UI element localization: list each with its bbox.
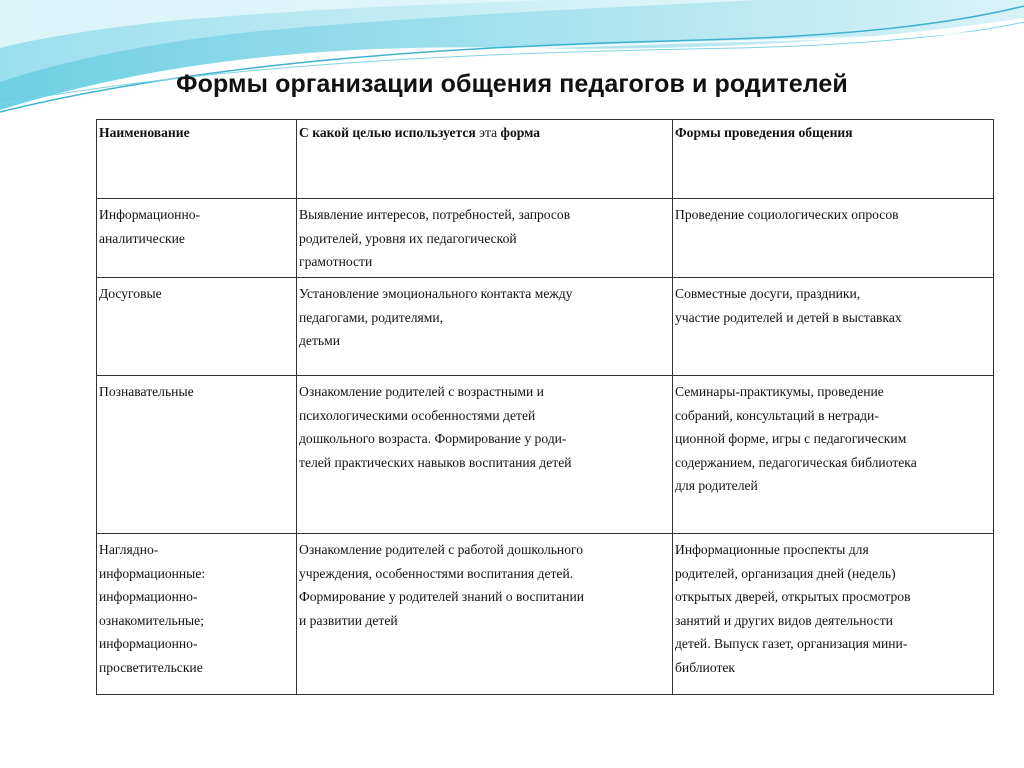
forms-table [96,119,994,695]
cell-purpose [297,278,673,376]
header-purpose-label-1: С какой целью используется [299,125,476,140]
cell-text: Информационные проспекты для [675,542,869,557]
slide-title: Формы организации общения педагогов и родителей [176,70,848,98]
cell-text: психологическими особенностями детей [299,407,536,423]
cell-text: информационно- [99,589,198,604]
cell-text: ознакомительные; [99,612,204,628]
cell-text: родителей, организация дней (недель) [675,565,896,581]
cell-text: педагогами, родителями, [299,309,444,325]
cell-text: Проведение социологических опросов [675,207,899,222]
cell-text: Семинары-практикумы, проведение [675,384,884,399]
cell-text: и развитии детей [299,612,398,628]
cell-text: библиотек [675,659,736,675]
cell-text: собраний, консультаций в нетради- [675,407,879,423]
cell-text: детьми [299,333,340,348]
cell-text: занятий и других видов деятельности [675,612,893,628]
cell-purpose [297,376,673,534]
cell-purpose [297,534,673,695]
cell-text: для родителей [675,478,758,493]
table-row [97,278,994,376]
header-name-label: Наименование [99,125,190,140]
table-row [97,199,994,278]
cell-text: участие родителей и детей в выставках [675,309,902,325]
cell-text: Информационно- [99,207,201,222]
cell-purpose [297,199,673,278]
cell-text: информационно- [99,636,198,651]
cell-text: Наглядно- [99,542,159,557]
header-forms [673,120,994,199]
decorative-wave-header [0,0,1024,120]
cell-text: детей. Выпуск газет, организация мини- [675,636,908,651]
cell-text: грамотности [299,254,373,269]
cell-name [97,534,297,695]
cell-text: Формирование у родителей знаний о воспитании [299,589,585,604]
cell-text: родителей, уровня их педагогической [299,230,517,246]
cell-text: телей практических навыков воспитания детей [299,454,572,470]
cell-text: Досуговые [99,286,162,301]
cell-forms [673,199,994,278]
cell-text: Познавательные [99,384,194,399]
cell-text: просветительские [99,659,203,675]
table-header-row [97,120,994,199]
cell-text: открытых дверей, открытых просмотров [675,589,911,604]
cell-forms [673,534,994,695]
cell-text: информационные: [99,565,206,581]
cell-text: Установление эмоционального контакта между [299,286,573,301]
header-purpose [297,120,673,199]
cell-forms [673,376,994,534]
cell-text: содержанием, педагогическая библиотека [675,454,917,470]
header-purpose-label-3: форма [500,125,541,140]
cell-text: Ознакомление родителей с возрастными и [299,384,544,399]
table-row [97,376,994,534]
header-forms-label: Формы проведения общения [675,125,853,140]
table-row [97,534,994,695]
cell-name [97,199,297,278]
cell-text: Ознакомление родителей с работой дошкольного [299,542,584,557]
cell-text: Совместные досуги, праздники, [675,286,861,301]
header-name [97,120,297,199]
cell-text: Выявление интересов, потребностей, запросов [299,207,571,222]
cell-text: ционной форме, игры с педагогическим [675,431,907,446]
cell-name [97,278,297,376]
cell-text: дошкольного возраста. Формирование у роди- [299,431,567,446]
cell-text: учреждения, особенностями воспитания детей. [299,565,574,581]
cell-forms [673,278,994,376]
cell-text: аналитические [99,230,185,246]
header-purpose-label-2: эта [479,125,498,140]
cell-name [97,376,297,534]
